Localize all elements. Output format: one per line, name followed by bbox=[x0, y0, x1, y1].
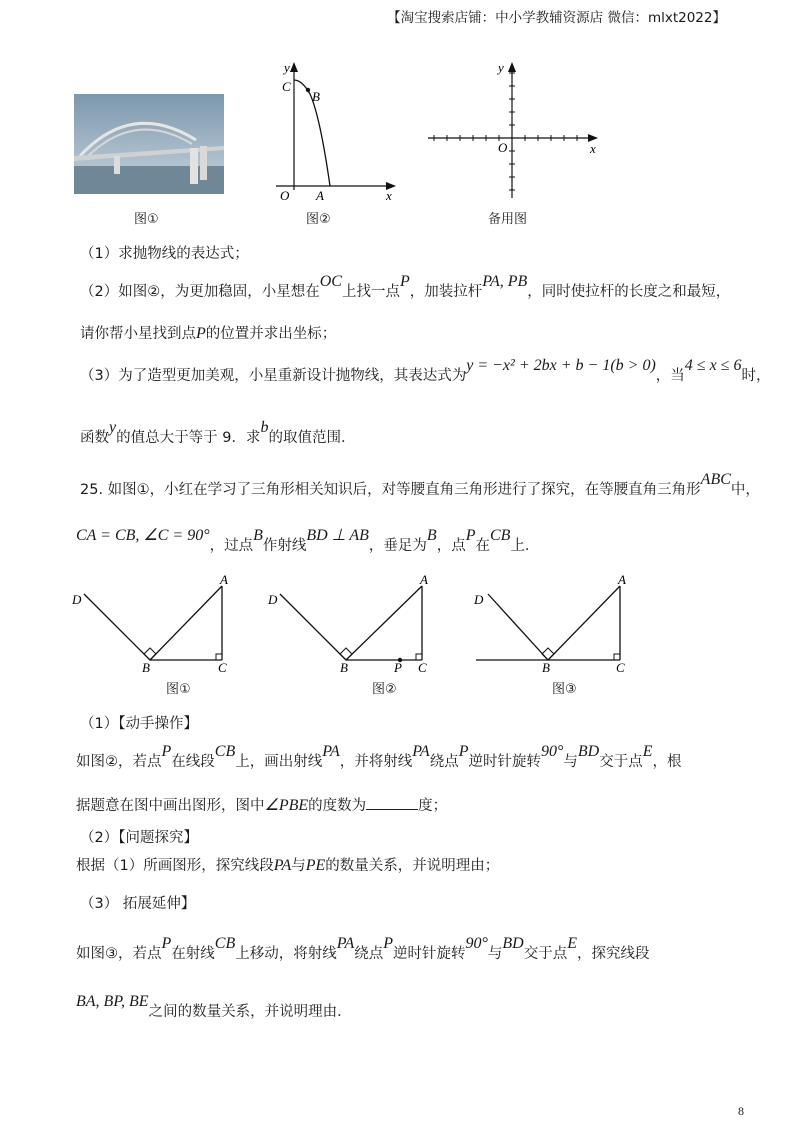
s3-c: 上移动，将射线 bbox=[235, 946, 337, 962]
q25-fig1 bbox=[70, 572, 240, 672]
q25-abc: ABC bbox=[700, 471, 731, 488]
q24-p2: P bbox=[196, 325, 206, 342]
q25-l2-d: ，点 bbox=[436, 538, 466, 554]
y-label: y bbox=[284, 60, 290, 75]
q25-s1-line1 bbox=[76, 743, 682, 771]
q25-s2-title: （2）【问题探究】 bbox=[80, 830, 198, 846]
s1-i: ，根 bbox=[652, 754, 682, 770]
s1-p: P bbox=[161, 743, 172, 760]
s3-d: 绕点 bbox=[354, 946, 384, 962]
q24-p2-f: 的位置并求出坐标； bbox=[205, 326, 337, 342]
q24-formula: y = −x² + 2bx + b − 1(b > 0) bbox=[466, 357, 656, 374]
q25-l1-a: 25. 如图①，小红在学习了三角形相关知识后，对等腰直角三角形进行了探究，在等腰直角三角形 bbox=[80, 482, 701, 498]
s1-l2-b: 的度数为 bbox=[308, 798, 367, 814]
spare-y-label: y bbox=[498, 60, 504, 75]
point-b bbox=[306, 88, 310, 92]
side-ba bbox=[346, 586, 422, 660]
label-c: C bbox=[218, 660, 227, 672]
q25-fig3 bbox=[470, 572, 640, 672]
s1-f: 逆时针旋转 bbox=[468, 754, 541, 770]
q24-p2-d: ，同时使拉杆的长度之和最短， bbox=[527, 284, 731, 300]
label-c: C bbox=[282, 79, 291, 94]
y-arrow bbox=[290, 62, 298, 72]
s3-b: 在射线 bbox=[171, 946, 215, 962]
s1-a: 如图②，若点 bbox=[76, 754, 162, 770]
q24-p3-b: ，当 bbox=[655, 368, 685, 384]
s3-deg: 90° bbox=[465, 935, 488, 952]
q25-s3-line1 bbox=[76, 935, 650, 963]
s3-bd: BD bbox=[502, 935, 524, 952]
q25-fig2-caption: 图② bbox=[372, 682, 397, 697]
label-a: A bbox=[220, 572, 228, 587]
q25-fig2 bbox=[266, 572, 436, 672]
s1-e-point: E bbox=[642, 743, 653, 760]
q25-s3-line2 bbox=[76, 993, 352, 1021]
spare-o-label: O bbox=[498, 140, 508, 155]
q25-s1-line2 bbox=[76, 794, 447, 815]
ray-bd bbox=[280, 594, 346, 660]
s1-h: 交于点 bbox=[599, 754, 643, 770]
label-d: D bbox=[268, 592, 278, 607]
ray-bd bbox=[84, 594, 150, 660]
q25-l2-a: ，过点 bbox=[209, 538, 254, 554]
q25-condition: CA = CB, ∠C = 90° bbox=[76, 527, 210, 544]
right-angle-b bbox=[340, 648, 352, 660]
s1-cb: CB bbox=[214, 743, 236, 760]
label-a: A bbox=[420, 572, 428, 587]
spare-coordinate-axes bbox=[424, 58, 604, 206]
label-b: B bbox=[142, 660, 150, 672]
x-label: x bbox=[386, 188, 392, 203]
q25-bd-perp: BD ⊥ AB bbox=[306, 527, 369, 544]
spare-caption: 备用图 bbox=[488, 212, 528, 227]
s2-b: 与 bbox=[291, 858, 306, 874]
q25-l2-c: ，垂足为 bbox=[368, 538, 427, 554]
q24-part2-line2 bbox=[80, 322, 336, 343]
s1-deg: 90° bbox=[540, 743, 564, 760]
q24-part2-line1 bbox=[80, 273, 731, 301]
page-number: 8 bbox=[738, 1104, 744, 1118]
label-o: O bbox=[280, 188, 290, 203]
s3-l2-a: 之间的数量关系，并说明理由． bbox=[148, 1004, 352, 1020]
q25-b2: B bbox=[426, 527, 437, 544]
fig2-caption: 图② bbox=[306, 212, 331, 227]
q24-part3-line2 bbox=[80, 419, 356, 447]
label-b: B bbox=[542, 660, 550, 672]
q25-fig1-caption: 图① bbox=[166, 682, 191, 697]
q25-line1 bbox=[80, 471, 760, 499]
q24-part3-line1 bbox=[80, 357, 771, 385]
s3-vars: BA, BP, BE bbox=[76, 993, 149, 1010]
q24-p2-c: ，加装拉杆 bbox=[409, 284, 483, 300]
q24-p2-e: 请你帮小星找到点 bbox=[80, 326, 196, 342]
s2-pe: PE bbox=[305, 857, 326, 874]
q24-oc: OC bbox=[319, 273, 342, 290]
s1-pa2: PA bbox=[412, 743, 430, 760]
page-header: 【淘宝搜索店铺：中小学教辅资源店 微信：mlxt2022】 bbox=[387, 10, 726, 26]
q24-part1: （1）求抛物线的表达式； bbox=[80, 246, 249, 262]
spare-y-arrow bbox=[508, 62, 516, 72]
bridge-photo bbox=[74, 94, 224, 194]
side-ba bbox=[548, 586, 620, 660]
q24-b: b bbox=[260, 419, 269, 436]
label-a: A bbox=[316, 188, 324, 203]
s1-e: 绕点 bbox=[429, 754, 459, 770]
s1-l2-a: 据题意在图中画出图形，图中 bbox=[76, 798, 265, 814]
s3-e: 逆时针旋转 bbox=[393, 946, 466, 962]
s1-pa: PA bbox=[322, 743, 340, 760]
s1-c: 上，画出射线 bbox=[235, 754, 323, 770]
q24-p3-c: 时， bbox=[741, 368, 771, 384]
q25-s1-title: （1）【动手操作】 bbox=[80, 716, 198, 732]
s1-angle: ∠PBE bbox=[264, 797, 309, 814]
q25-l2-f: 上． bbox=[510, 538, 540, 554]
q25-b1: B bbox=[253, 527, 263, 544]
q24-p4-c: 的取值范围． bbox=[268, 430, 356, 446]
right-angle-b bbox=[542, 648, 554, 660]
q24-p4-a: 函数 bbox=[80, 430, 109, 446]
q25-fig3-caption: 图③ bbox=[552, 682, 577, 697]
s1-g: 与 bbox=[563, 754, 578, 770]
s2-a: 根据（1）所画图形，探究线段 bbox=[76, 858, 274, 874]
q25-s2-line1 bbox=[76, 854, 499, 875]
s3-h: ，探究线段 bbox=[577, 946, 650, 962]
s1-p2: P bbox=[458, 743, 469, 760]
answer-blank[interactable] bbox=[366, 795, 418, 810]
label-d: D bbox=[474, 592, 484, 607]
s3-f: 与 bbox=[487, 946, 503, 962]
q25-l2-e: 在 bbox=[475, 538, 490, 554]
q24-p: P bbox=[399, 273, 410, 290]
label-c: C bbox=[418, 660, 427, 672]
s3-pa: PA bbox=[336, 935, 355, 952]
label-d: D bbox=[72, 592, 82, 607]
label-a: A bbox=[618, 572, 626, 587]
q24-p4-b: 的值总大于等于 9．求 bbox=[116, 430, 261, 446]
q25-cb: CB bbox=[489, 527, 511, 544]
label-p: P bbox=[394, 660, 402, 672]
fig1-caption: 图① bbox=[134, 212, 159, 227]
q24-p2-b: 上找一点 bbox=[341, 284, 400, 300]
s3-a: 如图③，若点 bbox=[76, 946, 162, 962]
q25-line2 bbox=[76, 527, 540, 555]
s3-e-point: E bbox=[567, 935, 578, 952]
spare-x-label: x bbox=[590, 141, 596, 156]
q25-s3-title: （3） 拓展延伸】 bbox=[80, 896, 196, 912]
q25-p: P bbox=[465, 527, 476, 544]
q25-l2-b: 作射线 bbox=[262, 538, 307, 554]
s1-b: 在线段 bbox=[171, 754, 215, 770]
label-c: C bbox=[616, 660, 625, 672]
s1-d: ，并将射线 bbox=[339, 754, 413, 770]
right-angle-b bbox=[144, 648, 156, 660]
q24-p3-a: （3）为了造型更加美观，小星重新设计抛物线，其表达式为 bbox=[80, 368, 467, 384]
s3-p2: P bbox=[383, 935, 393, 952]
q24-y: y bbox=[109, 419, 117, 436]
ray-bd bbox=[488, 594, 548, 660]
label-b: B bbox=[312, 89, 320, 104]
s1-l2-c: 度； bbox=[418, 798, 448, 814]
s3-g: 交于点 bbox=[523, 946, 568, 962]
s3-cb: CB bbox=[214, 935, 236, 952]
q24-papb: PA, PB bbox=[482, 273, 528, 290]
q24-range: 4 ≤ x ≤ 6 bbox=[684, 357, 742, 374]
s3-p: P bbox=[161, 935, 172, 952]
label-b: B bbox=[340, 660, 348, 672]
side-ba bbox=[150, 586, 222, 660]
s1-bd: BD bbox=[577, 743, 600, 760]
q25-l1-b: 中， bbox=[730, 482, 760, 498]
s2-c: 的数量关系，并说明理由； bbox=[325, 858, 500, 874]
fig2-parabola bbox=[262, 58, 402, 206]
q24-p2-a: （2）如图②，为更加稳固，小星想在 bbox=[80, 284, 320, 300]
s2-pa: PA bbox=[273, 857, 292, 874]
